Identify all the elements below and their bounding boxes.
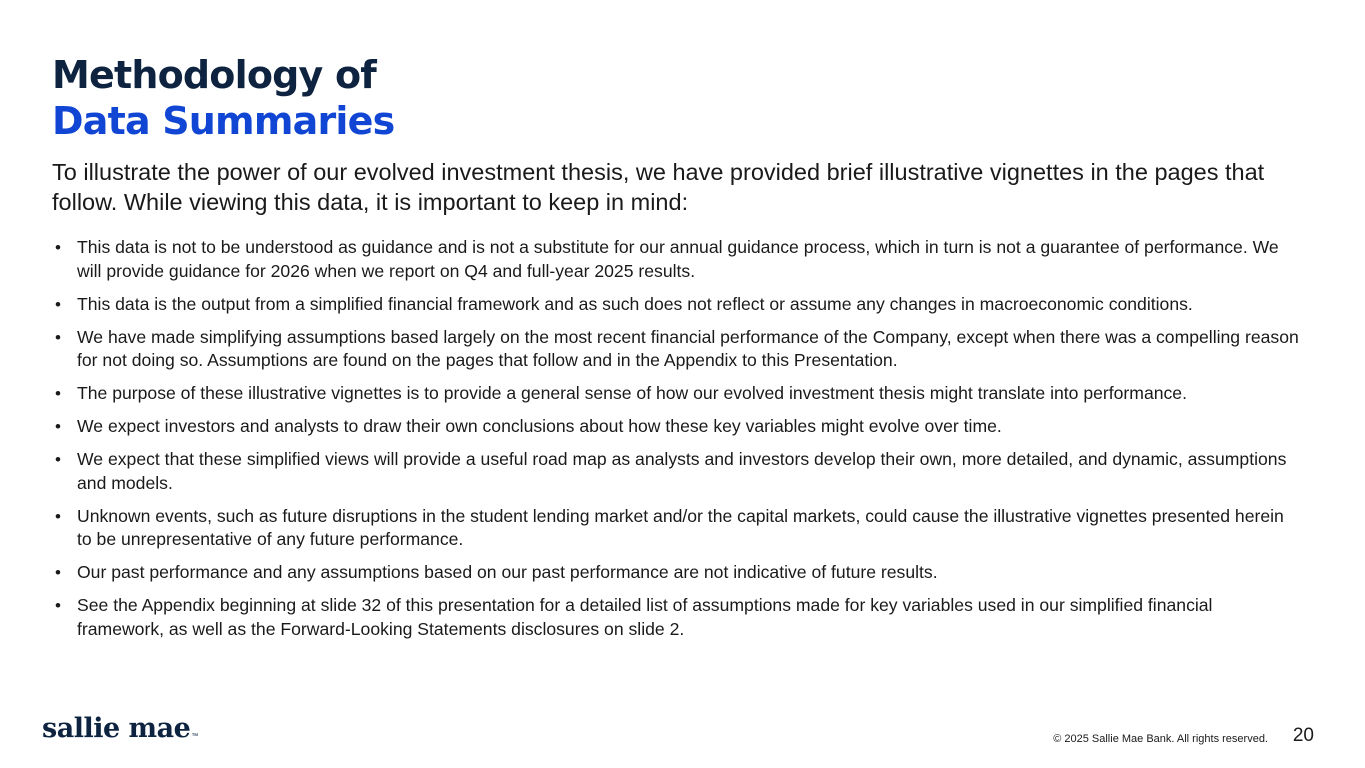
- page-title-line-1: Methodology of: [52, 53, 376, 97]
- bullet-marker: •: [55, 384, 61, 403]
- logo-trademark: ™: [191, 733, 198, 740]
- bullet-marker: •: [55, 506, 61, 526]
- bullet-marker: •: [55, 327, 61, 347]
- copyright-notice: © 2025 Sallie Mae Bank. All rights reserved.: [1053, 733, 1268, 745]
- bullet-text: This data is the output from a simplified financial framework and as such does not reflect or assume any changes in macroeconomic conditions.: [77, 293, 1193, 314]
- bullet-text: Our past performance and any assumptions based on our past performance are not indicative of future results.: [77, 562, 938, 582]
- intro-paragraph: To illustrate the power of our evolved investment thesis, we have provided brief illustrative vignettes in the pages that follow. While viewing this data, it is important to keep in mind:: [52, 159, 1265, 215]
- page-title-line-2: Data Summaries: [52, 99, 395, 143]
- page-number: 20: [1292, 725, 1314, 746]
- bullet-item: [52, 594, 1302, 641]
- bullet-item: [52, 382, 1302, 406]
- bullet-item: [52, 415, 1302, 439]
- bullet-text: We expect that these simplified views will provide a useful road map as analysts and investors develop their own, more detailed, and dynamic, assumptions and models.: [77, 449, 1287, 493]
- bullet-text: The purpose of these illustrative vignettes is to provide a general sense of how our evolved investment thesis might translate into performance.: [77, 383, 1187, 403]
- bullet-text: Unknown events, such as future disruptions in the student lending market and/or the capital markets, could cause the illustrative vignettes presented herein to be unrepresentative of any future performance.: [77, 505, 1284, 549]
- page-title: [52, 52, 394, 144]
- bullet-marker: •: [55, 450, 61, 469]
- bullet-marker: •: [55, 238, 61, 257]
- sallie-mae-logo: [42, 711, 198, 747]
- bullet-item: [52, 448, 1302, 495]
- bullet-text: We have made simplifying assumptions based largely on the most recent financial performance of the Company, except when there was a compelling reason for not doing so. Assumptions are found on the pages that follow and in the Appendix to this Presentation.: [77, 326, 1299, 370]
- logo-wordmark: sallie mae: [42, 713, 191, 744]
- bullet-text: This data is not to be understood as guidance and is not a substitute for our annual guidance process, which in turn is not a guarantee of performance. We will provide guidance for 2026 when we report on Q4 and full-year 2025 results.: [77, 237, 1279, 281]
- bullet-item: [52, 326, 1302, 373]
- bullet-item: [52, 561, 1302, 585]
- bullet-item: [52, 505, 1302, 552]
- bullet-list: [52, 236, 1302, 651]
- bullet-marker: •: [55, 417, 61, 436]
- bullet-item: [52, 293, 1302, 317]
- bullet-text: We expect investors and analysts to draw their own conclusions about how these key variables might evolve over time.: [77, 416, 1002, 436]
- bullet-marker: •: [55, 596, 61, 615]
- bullet-text: See the Appendix beginning at slide 32 of this presentation for a detailed list of assumptions made for key variables used in our simplified financial framework, as well as the Forward-Looking Statements disclosures on slide 2.: [77, 595, 1213, 639]
- bullet-marker: •: [55, 563, 61, 582]
- bullet-item: [52, 236, 1302, 283]
- bullet-marker: •: [55, 294, 61, 314]
